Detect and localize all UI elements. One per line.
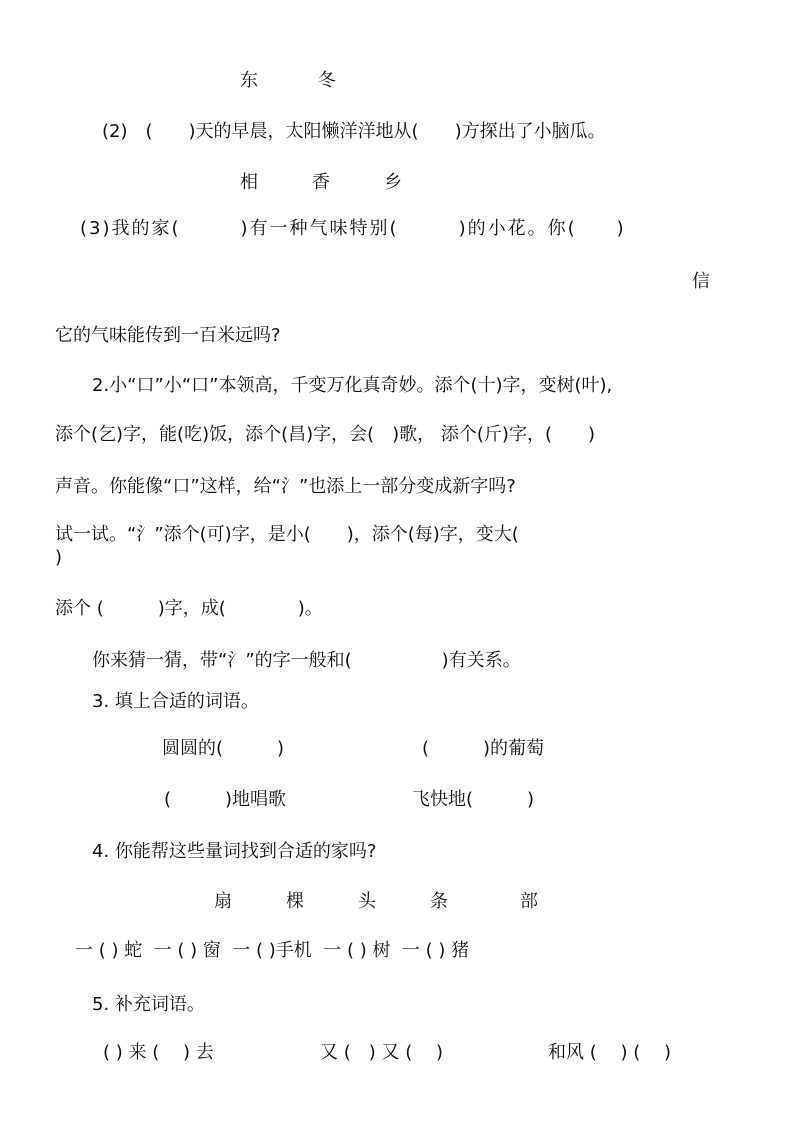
question-2-intro: 2.小“口”小“口”本领高，千变万化真奇妙。添个(十)字，变树(叶),	[92, 375, 613, 396]
question-3-item-3: ( )地唱歌	[164, 789, 287, 810]
question-2-3-continued: 它的气味能传到一百米远吗?	[55, 325, 281, 346]
question-5-item-3: 和风 ( ) ( )	[548, 1042, 671, 1063]
word-choice-dong: 东 冬	[240, 70, 336, 91]
question-4-heading: 4. 你能帮这些量词找到合适的家吗?	[92, 841, 377, 862]
question-5-item-2: 又 ( ) 又 ( )	[320, 1042, 443, 1063]
question-5-heading: 5. 补充词语。	[92, 994, 205, 1015]
question-3-item-2: ( )的葡萄	[422, 738, 545, 759]
question-2-text-line2: 添个(乞)字，能(吃)饭，添个(昌)字，会( )歌， 添个(斤)字，( )	[55, 424, 595, 445]
question-3-heading: 3. 填上合适的词语。	[92, 691, 259, 712]
question-3-item-4: 飞快地( )	[412, 789, 535, 810]
question-4-measure-words: 扇 棵 头 条 部	[214, 891, 538, 912]
question-2-guess: 你来猜一猜，带“氵”的字一般和( )有关系。	[92, 650, 521, 671]
question-2-3: (3)我的家( )有一种气味特别( )的小花。你( )	[80, 218, 626, 239]
question-2-try-line: 试一试。“氵”添个(可)字，是小( )，添个(每)字，变大(	[55, 524, 519, 545]
question-2-try-paren: )	[55, 547, 63, 568]
question-2-try-line2: 添个 ( )字，成( )。	[55, 598, 323, 619]
question-3-item-1: 圆圆的( )	[162, 738, 285, 759]
question-2-text-line3: 声音。你能像“口”这样，给“氵”也添上一部分变成新字吗?	[55, 476, 516, 497]
question-5-item-1: ( ) 来 ( ) 去	[103, 1042, 214, 1063]
question-4-blanks: 一 ( ) 蛇 一 ( ) 窗 一 ( )手机 一 ( ) 树 一 ( ) 猪	[75, 940, 470, 961]
question-2-2: (2) ( )天的早晨，太阳懒洋洋地从( )方探出了小脑瓜。	[102, 121, 606, 142]
question-2-3-continued-char: 信	[692, 271, 710, 292]
word-choice-xiang: 相 香 乡	[240, 172, 402, 193]
